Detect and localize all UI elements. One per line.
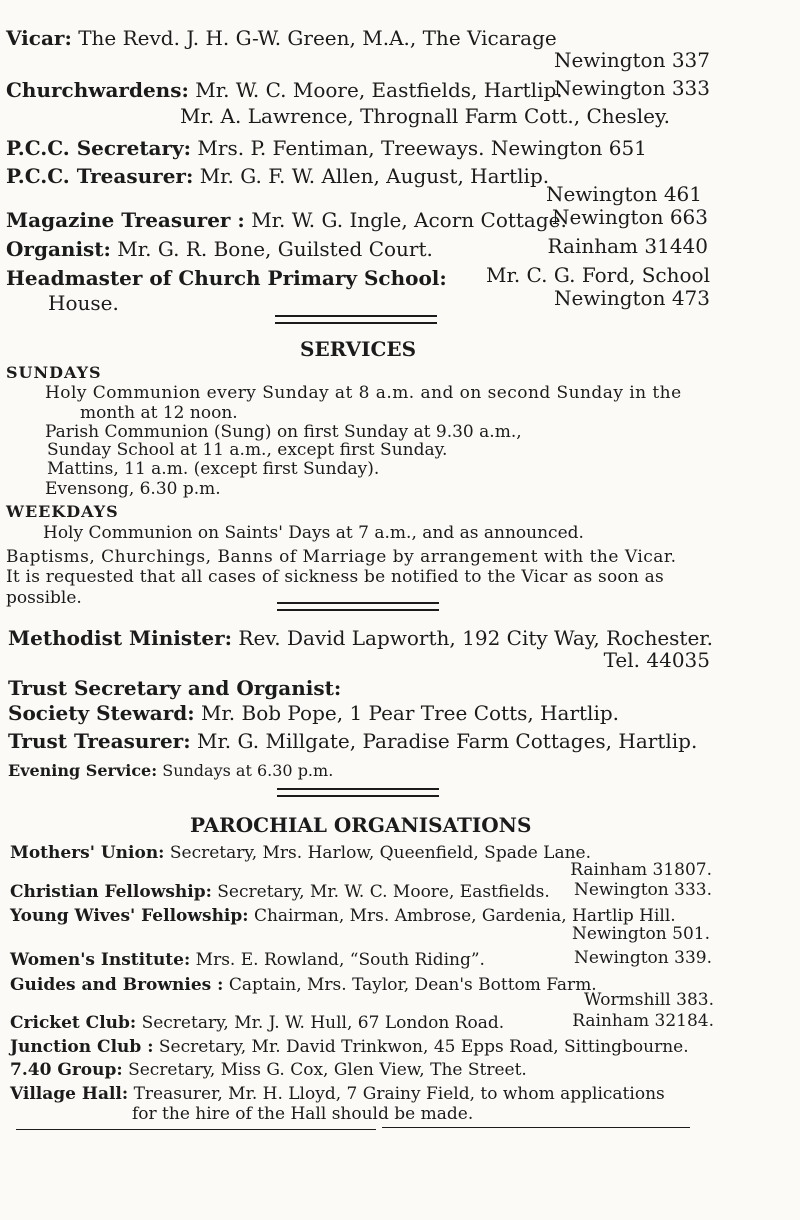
org-label: Christian Fellowship: <box>10 882 212 902</box>
churchwardens-line1: Mr. W. C. Moore, Eastfields, Hartlip. <box>195 78 563 102</box>
methodist-minister-label: Methodist Minister: <box>8 626 233 650</box>
methodist-minister-phone: Tel. 44035 <box>603 648 710 672</box>
sunday-line: Evensong, 6.30 p.m. <box>45 479 221 499</box>
trust-treasurer-entry <box>8 729 697 753</box>
vicar-phone: Newington 337 <box>553 48 710 72</box>
org-label: Women's Institute: <box>10 950 191 970</box>
organist-entry <box>6 237 433 261</box>
sunday-line: Sunday School at 11 a.m., except first Sunday. <box>47 440 448 460</box>
magazine-treasurer-phone: Newington 663 <box>551 205 708 229</box>
sunday-line: Parish Communion (Sung) on first Sunday at 9.30 a.m., <box>45 422 522 442</box>
org-guides <box>10 975 597 995</box>
divider-rule <box>275 315 437 324</box>
org-text: Chairman, Mrs. Ambrose, Gardenia, Hartlip Hill. <box>253 906 676 926</box>
org-text: Secretary, Mr. W. C. Moore, Eastfields. <box>217 882 550 902</box>
services-heading: SERVICES <box>300 337 417 361</box>
org-label: Young Wives' Fellowship: <box>10 906 249 926</box>
evening-service-entry <box>8 761 333 780</box>
headmaster-text2: House. <box>48 291 119 315</box>
sunday-line: Holy Communion every Sunday at 8 a.m. and on second Sunday in the <box>45 383 682 403</box>
services-note: possible. <box>6 588 82 608</box>
churchwardens-label: Churchwardens: <box>6 78 189 102</box>
trust-treasurer-label: Trust Treasurer: <box>8 729 191 753</box>
org-label: Junction Club : <box>10 1037 154 1057</box>
footer-rule-right <box>382 1127 690 1128</box>
org-phone: Newington 333. <box>573 880 712 900</box>
headmaster-entry <box>6 266 447 290</box>
services-note: It is requested that all cases of sickness be notified to the Vicar as soon as <box>6 567 664 587</box>
sunday-line: month at 12 noon. <box>80 403 238 423</box>
org-text: Treasurer, Mr. H. Lloyd, 7 Grainy Field, to whom applications <box>133 1084 665 1104</box>
org-text: Secretary, Mrs. Harlow, Queenfield, Spade Lane. <box>169 843 592 863</box>
org-text-continued: for the hire of the Hall should be made. <box>132 1104 474 1124</box>
weekdays-label: WEEKDAYS <box>6 502 119 521</box>
churchwardens-entry <box>6 78 563 102</box>
org-young-wives <box>10 906 676 926</box>
org-phone: Rainham 32184. <box>572 1011 714 1031</box>
sundays-label: SUNDAYS <box>6 363 102 382</box>
society-steward-label: Society Steward: <box>8 701 195 725</box>
divider-rule <box>277 602 439 611</box>
churchwardens-line2: Mr. A. Lawrence, Thrognall Farm Cott., Chesley. <box>180 104 670 128</box>
pcc-treasurer-entry <box>6 164 549 188</box>
vicar-entry <box>6 26 557 50</box>
magazine-treasurer-text: Mr. W. G. Ingle, Acorn Cottage. <box>251 208 567 232</box>
org-phone: Wormshill 383. <box>583 990 714 1010</box>
trust-treasurer-text: Mr. G. Millgate, Paradise Farm Cottages, Hartlip. <box>196 729 698 753</box>
magazine-treasurer-entry <box>6 208 567 232</box>
org-phone: Rainham 31807. <box>570 860 712 880</box>
org-christian-fellowship <box>10 882 550 902</box>
org-text: Mrs. E. Rowland, “South Riding”. <box>195 950 485 970</box>
headmaster-label: Headmaster of Church Primary School: <box>6 266 447 290</box>
pcc-treasurer-text: Mr. G. F. W. Allen, August, Hartlip. <box>199 164 550 188</box>
sunday-line: Mattins, 11 a.m. (except first Sunday). <box>47 459 380 479</box>
org-text: Secretary, Mr. J. W. Hull, 67 London Road. <box>141 1013 505 1033</box>
org-label: 7.40 Group: <box>10 1060 123 1080</box>
footer-rule-left <box>16 1129 376 1130</box>
org-label: Cricket Club: <box>10 1013 137 1033</box>
society-steward-entry <box>8 701 619 725</box>
org-village-hall <box>10 1084 665 1104</box>
org-junction <box>10 1037 689 1057</box>
organisations-heading: PAROCHIAL ORGANISATIONS <box>190 813 532 837</box>
headmaster-text: Mr. C. G. Ford, School <box>485 263 710 287</box>
org-cricket <box>10 1013 504 1033</box>
organist-phone: Rainham 31440 <box>547 234 708 258</box>
society-steward-text: Mr. Bob Pope, 1 Pear Tree Cotts, Hartlip. <box>200 701 620 725</box>
pcc-secretary-text: Mrs. P. Fentiman, Treeways. Newington 651 <box>197 136 647 160</box>
magazine-treasurer-label: Magazine Treasurer : <box>6 208 245 232</box>
org-label: Mothers' Union: <box>10 843 165 863</box>
organist-text: Mr. G. R. Bone, Guilsted Court. <box>117 237 433 261</box>
org-label: Guides and Brownies : <box>10 975 224 995</box>
vicar-label: Vicar: <box>6 26 72 50</box>
trust-secretary-entry <box>8 676 341 700</box>
org-text: Captain, Mrs. Taylor, Dean's Bottom Farm. <box>228 975 597 995</box>
org-phone: Newington 501. <box>571 924 710 944</box>
organist-label: Organist: <box>6 237 111 261</box>
org-text: Secretary, Miss G. Cox, Glen View, The Street. <box>128 1060 527 1080</box>
org-mothers-union <box>10 843 591 863</box>
evening-service-text: Sundays at 6.30 p.m. <box>162 761 334 780</box>
vicar-text: The Revd. J. H. G-W. Green, M.A., The Vicarage <box>78 26 557 50</box>
org-label: Village Hall: <box>10 1084 129 1104</box>
pcc-secretary-entry <box>6 136 647 160</box>
org-text: Secretary, Mr. David Trinkwon, 45 Epps Road, Sittingbourne. <box>158 1037 689 1057</box>
pcc-treasurer-label: P.C.C. Treasurer: <box>6 164 194 188</box>
headmaster-phone: Newington 473 <box>553 286 710 310</box>
methodist-minister-text: Rev. David Lapworth, 192 City Way, Rochester. <box>238 626 714 650</box>
divider-rule <box>277 788 439 797</box>
org-womens-institute <box>10 950 485 970</box>
org-740-group <box>10 1060 527 1080</box>
pcc-treasurer-phone: Newington 461 <box>545 182 702 206</box>
org-phone: Newington 339. <box>573 948 712 968</box>
methodist-minister-entry <box>8 626 713 650</box>
services-note: Baptisms, Churchings, Banns of Marriage by arrangement with the Vicar. <box>6 547 677 567</box>
churchwardens-phone: Newington 333 <box>553 76 710 100</box>
weekday-line: Holy Communion on Saints' Days at 7 a.m., and as announced. <box>43 523 584 543</box>
evening-service-label: Evening Service: <box>8 761 158 780</box>
pcc-secretary-label: P.C.C. Secretary: <box>6 136 192 160</box>
trust-secretary-label: Trust Secretary and Organist: <box>8 676 342 700</box>
